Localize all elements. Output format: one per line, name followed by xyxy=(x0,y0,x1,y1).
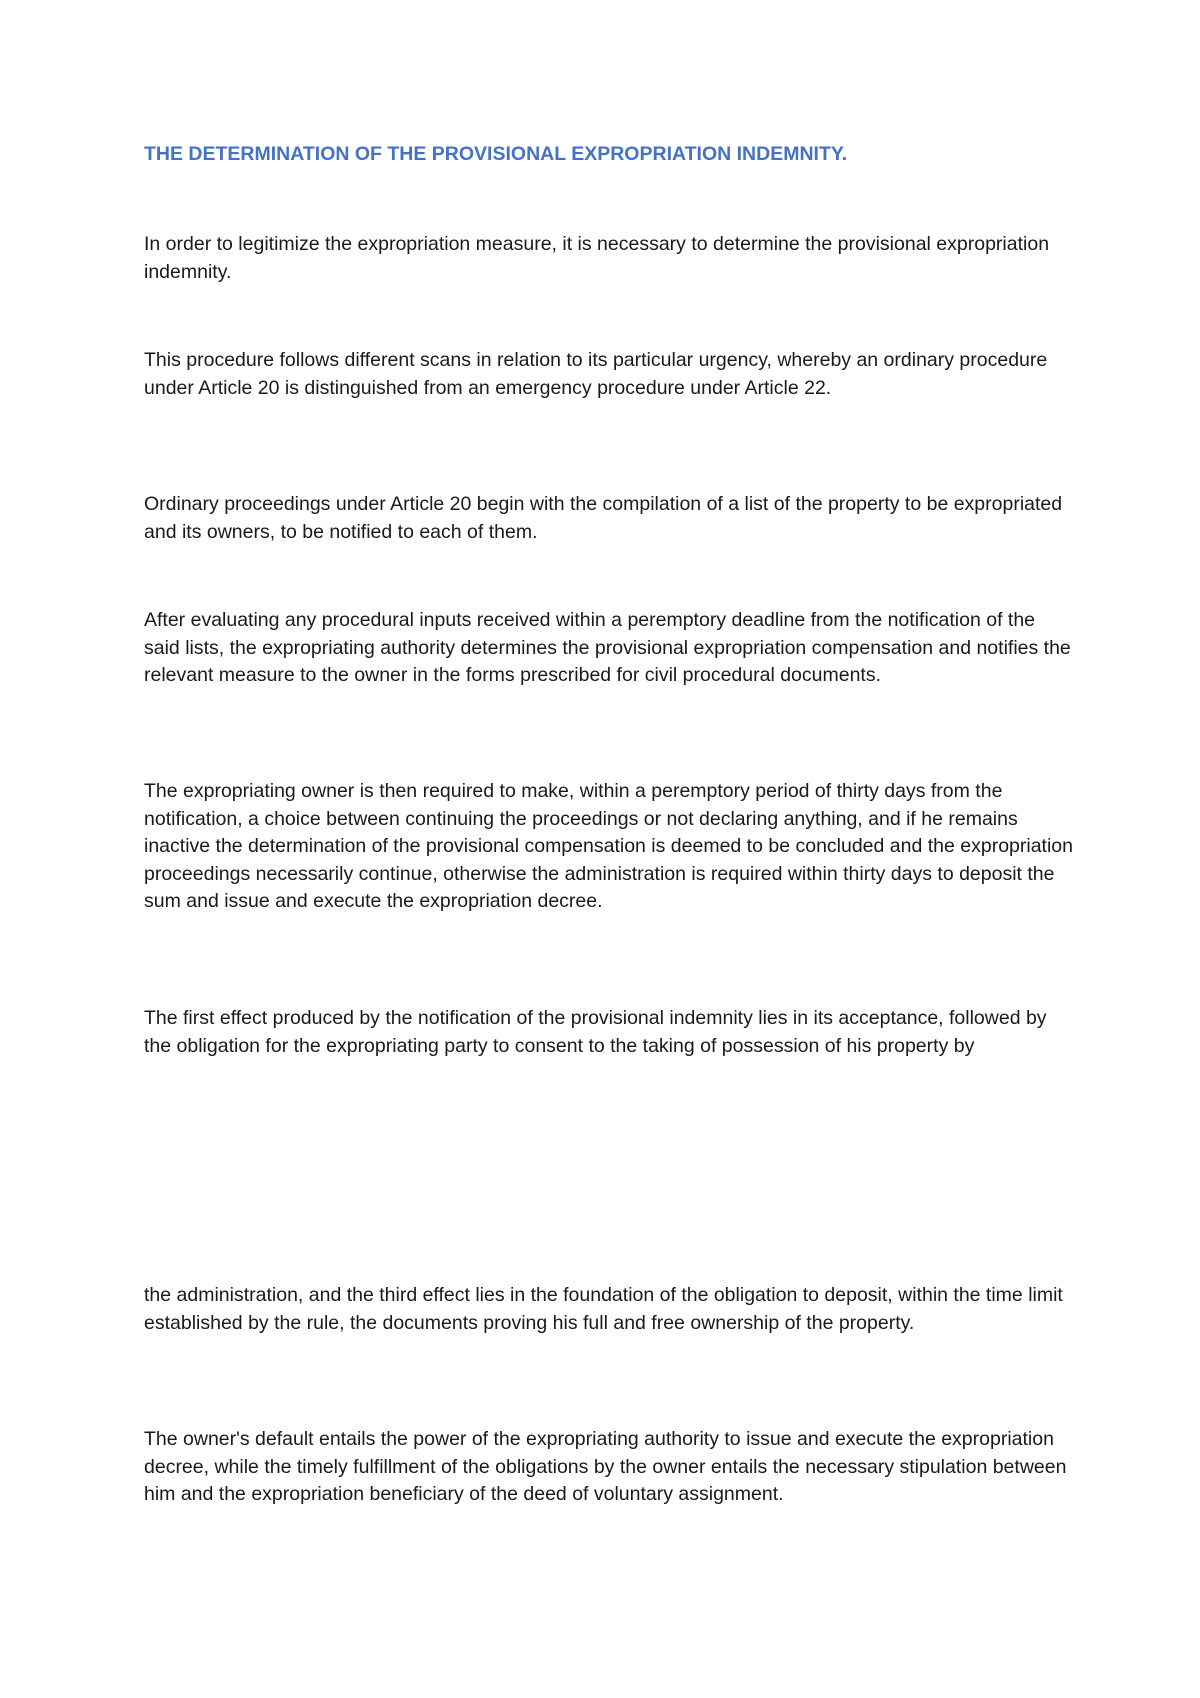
paragraph: The first effect produced by the notification of the provisional indemnity lies in its acceptance, followed by the obligation for the expropriating party to consent to the taking of possession of his property by xyxy=(144,1007,1047,1057)
paragraph: The expropriating owner is then required to make, within a peremptory period of thirty days from the notification, a choice between continuing the proceedings or not declaring anything, and if he remains inactive the determination of the provisional compensation is deemed to be concluded and the expropriation proceedings necessarily continue, otherwise the administration is required within thirty days to deposit the sum and issue and execute the expropriation decree. xyxy=(144,780,1074,913)
paragraph: Ordinary proceedings under Article 20 begin with the compilation of a list of the property to be expropriated and its owners, to be notified to each of them. xyxy=(144,493,1063,543)
document-title: THE DETERMINATION OF THE PROVISIONAL EXPROPRIATION INDEMNITY. xyxy=(144,143,848,165)
paragraph: This procedure follows different scans in relation to its particular urgency, whereby an ordinary procedure under Article 20 is distinguished from an emergency procedure under Article 22. xyxy=(144,349,1048,399)
paragraph: The owner's default entails the power of the expropriating authority to issue and execute the expropriation decree, while the timely fulfillment of the obligations by the owner entails the necessary stipulation between him and the expropriation beneficiary of the deed of voluntary assignment. xyxy=(144,1428,1067,1506)
paragraph: After evaluating any procedural inputs received within a peremptory deadline from the notification of the said lists, the expropriating authority determines the provisional expropriation compensation and notifies the relevant measure to the owner in the forms prescribed for civil procedural documents. xyxy=(144,609,1071,687)
paragraph: the administration, and the third effect lies in the foundation of the obligation to deposit, within the time limit established by the rule, the documents proving his full and free ownership of the property. xyxy=(144,1284,1063,1334)
paragraph: In order to legitimize the expropriation measure, it is necessary to determine the provisional expropriation indemnity. xyxy=(144,233,1050,283)
